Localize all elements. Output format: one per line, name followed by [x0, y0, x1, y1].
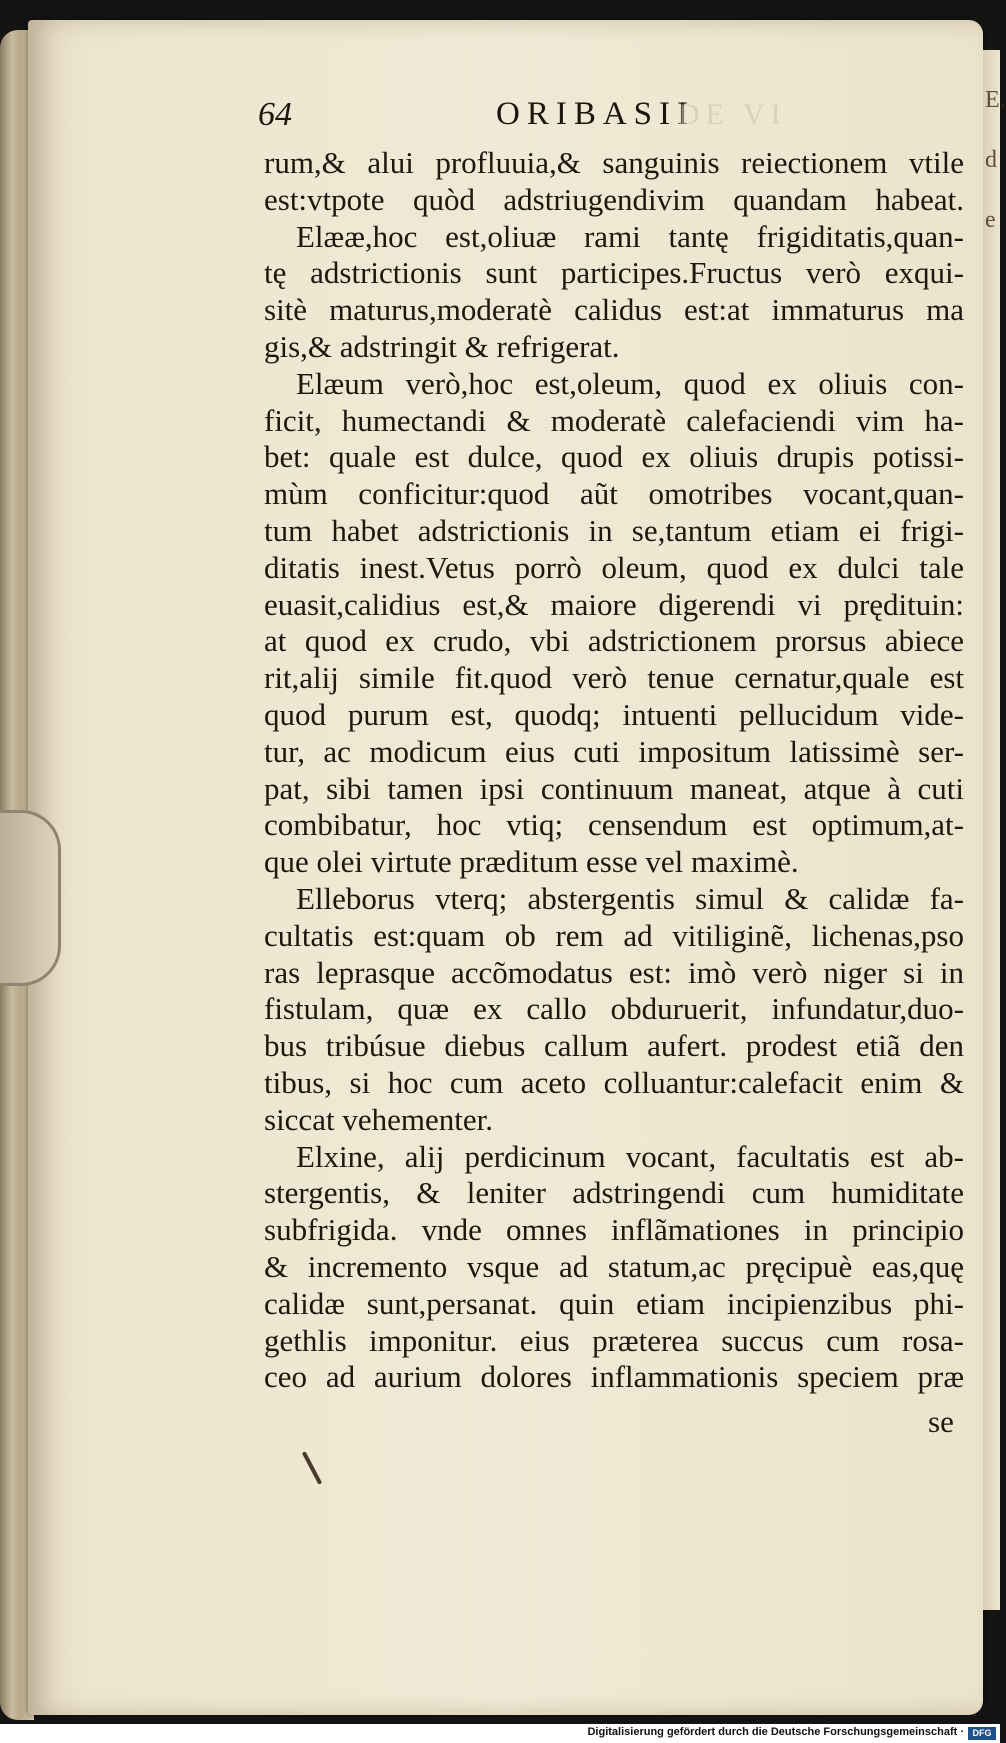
digitization-footer — [0, 1724, 1000, 1743]
text-line: sitè maturus,moderatè calidus est:at immaturus ma — [264, 292, 964, 328]
text-line: tę adstrictionis sunt participes.Fructus verò exqui- — [264, 255, 964, 291]
text-line: pat, sibi tamen ipsi continuum maneat, atque à cuti — [264, 770, 964, 806]
running-title: ORIBASII — [496, 96, 696, 132]
dfg-logo: DFG — [968, 1727, 996, 1740]
text-line: siccat vehementer. — [264, 1101, 493, 1137]
catchword: se — [928, 1404, 954, 1439]
text-line: tum habet adstrictionis in se,tantum etiam ei frigi- — [264, 512, 964, 548]
text-line: Elxine, alij perdicinum vocant, facultatis est ab- — [296, 1138, 964, 1174]
text-line: que olei virtute præditum esse vel maximè. — [264, 844, 799, 880]
text-line: Elææ,hoc est,oliuæ rami tantę frigiditatis,quan- — [296, 218, 964, 254]
adjacent-page-edge — [983, 50, 1006, 1610]
text-line: rit,alij simile fit.quod verò tenue cernatur,quale est — [264, 660, 964, 696]
text-line: quod purum est, quodq; intuenti pellucidum vide- — [264, 696, 964, 732]
text-line: gethlis imponitur. eius præterea succus cum rosa- — [264, 1322, 964, 1358]
text-line: combibatur, hoc vtiq; censendum est optimum,at- — [264, 807, 964, 843]
funding-credit: Digitalisierung gefördert durch die Deutsche Forschungsgemeinschaft · — [587, 1726, 964, 1738]
text-line: tibus, si hoc cum aceto colluantur:calefacit enim & — [264, 1064, 964, 1100]
text-line: tur, ac modicum eius cuti impositum latissimè ser- — [264, 733, 964, 769]
text-line: bus tribúsue diebus callum aufert. prodest etiã den — [264, 1028, 964, 1064]
text-line: cultatis est:quam ob rem ad vitiliginẽ, lichenas,pso — [264, 917, 964, 953]
text-line: Elleborus vterq; abstergentis simul & calidæ fa- — [296, 880, 964, 916]
book-clasp — [0, 810, 61, 986]
text-line: subfrigida. vnde omnes inflãmationes in principio — [264, 1212, 964, 1248]
bleed-through-text: DE VI — [678, 98, 787, 131]
text-line: at quod ex crudo, vbi adstrictionem prorsus abiece — [264, 623, 964, 659]
adjacent-page-fragment: E.de — [985, 87, 1006, 233]
text-line: stergentis, & leniter adstringendi cum humiditate — [264, 1175, 964, 1211]
text-line: ditatis inest.Vetus porrò oleum, quod ex dulci tale — [264, 549, 964, 585]
text-line: rum,& alui profluuia,& sanguinis reiectionem vtile — [264, 145, 964, 180]
text-line: & incremento vsque ad statum,ac pręcipuè eas,quę — [264, 1248, 964, 1284]
text-line: bet: quale est dulce, quod ex oliuis drupis potissi- — [264, 439, 964, 475]
text-line: ras leprasque accõmodatus est: imò verò niger si in — [264, 954, 964, 990]
page-header — [258, 96, 908, 136]
text-line: Elæum verò,hoc est,oleum, quod ex oliuis con- — [296, 365, 964, 401]
text-line: gis,& adstringit & refrigerat. — [264, 328, 620, 364]
text-line: euasit,calidius est,& maiore digerendi vi prędituin: — [264, 586, 964, 622]
text-line: ceo ad aurium dolores inflammationis speciem præ — [264, 1359, 964, 1395]
body-text — [264, 145, 964, 1396]
page-number: 64 — [258, 96, 292, 133]
text-line: ficit, humectandi & moderatè calefaciendi vim ha- — [264, 402, 964, 438]
text-line: mùm conficitur:quod aũt omotribes vocant,quan- — [264, 476, 964, 512]
text-line: calidæ sunt,persanat. quin etiam incipienzibus phi- — [264, 1285, 964, 1321]
text-line: fistulam, quæ ex callo obduruerit, infundatur,duo- — [264, 991, 964, 1027]
text-line: est:vtpote quòd adstriugendivim quandam habeat. — [264, 181, 964, 217]
